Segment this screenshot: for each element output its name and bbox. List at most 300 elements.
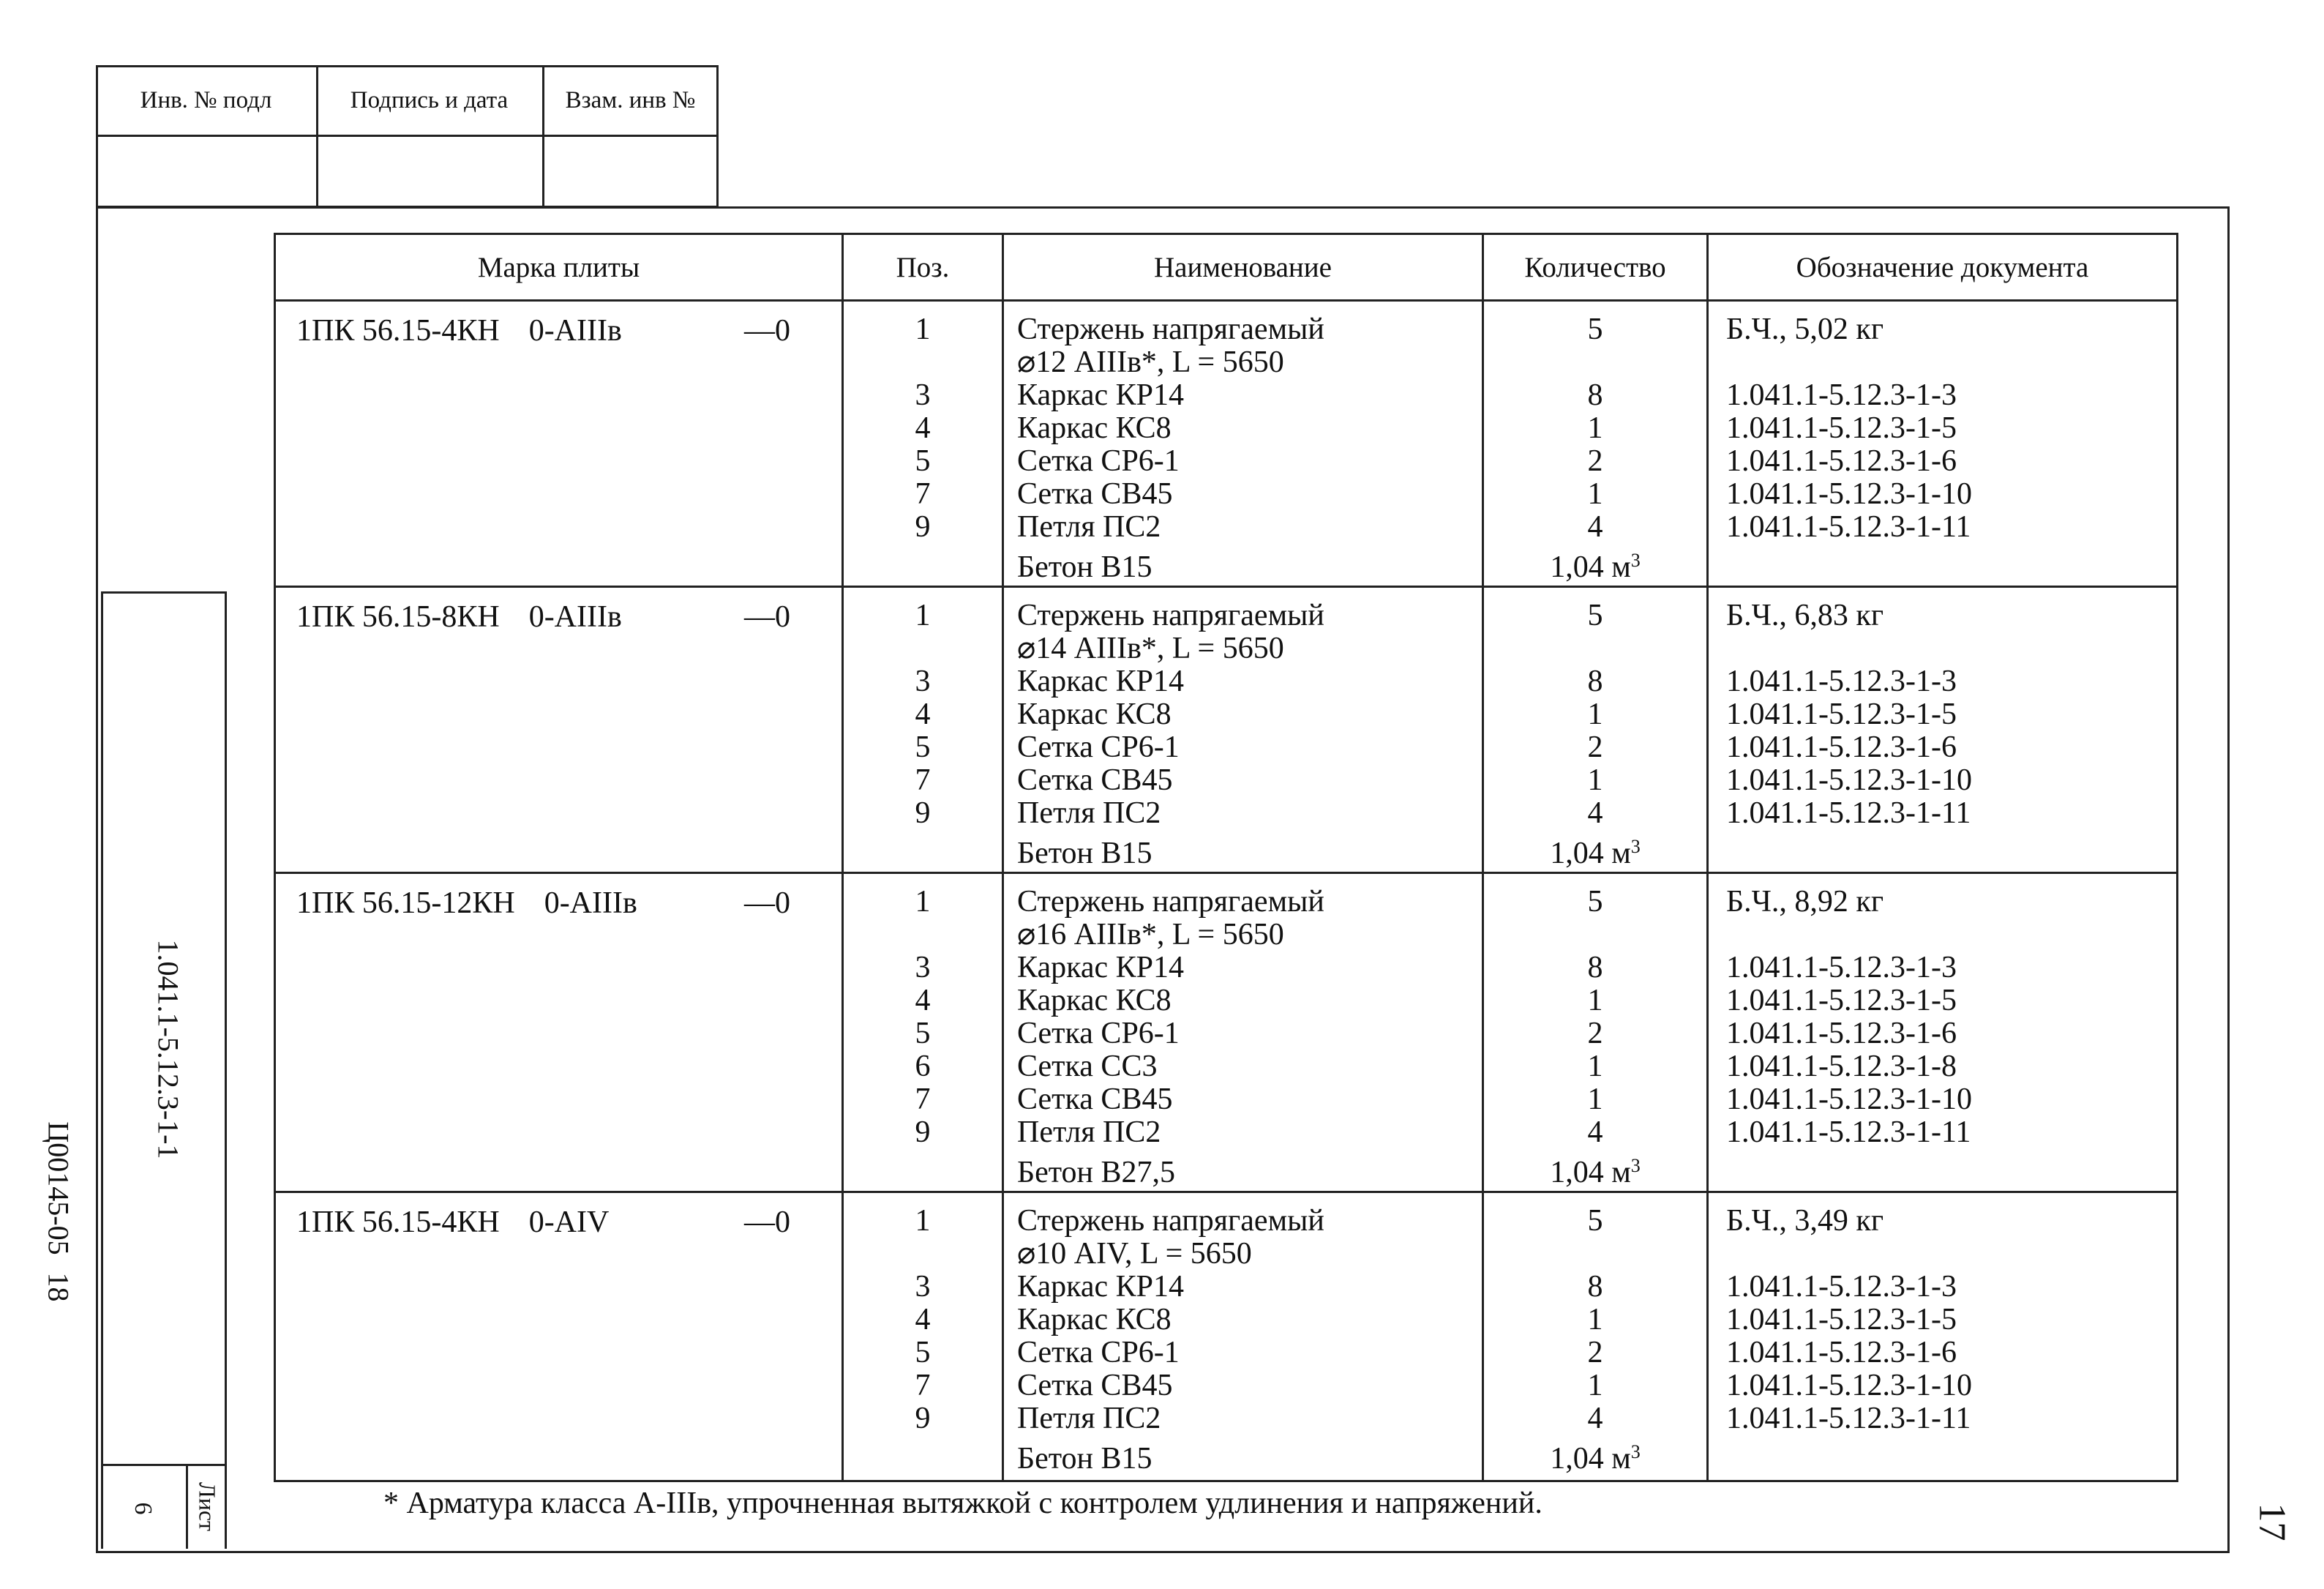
document-reference bbox=[1709, 1083, 2176, 1116]
item-name bbox=[1004, 951, 1482, 984]
item-quantity bbox=[1484, 698, 1706, 731]
sheet-number: 6 bbox=[130, 1502, 157, 1515]
position-number bbox=[844, 984, 1002, 1017]
item-name bbox=[1004, 1336, 1482, 1369]
document-reference-text: 1.041.1-5.12.3-1-3 bbox=[1726, 951, 1957, 984]
item-name-text: Каркас КС8 bbox=[1017, 1303, 1172, 1336]
item-quantity bbox=[1484, 1271, 1706, 1304]
slab-mark-cell bbox=[275, 587, 843, 873]
position-number-text: 5 bbox=[915, 1017, 931, 1050]
position-number bbox=[844, 1304, 1002, 1336]
item-quantity-text: 1,04 м bbox=[1550, 1156, 1631, 1189]
stamp-header-replacement: Взам. инв № bbox=[565, 87, 696, 113]
item-name bbox=[1004, 379, 1482, 412]
slab-mark-suffix: —0 bbox=[744, 886, 790, 920]
item-name-cell bbox=[1003, 873, 1483, 1192]
item-quantity bbox=[1484, 919, 1706, 951]
item-quantity-text: 1,04 м bbox=[1550, 550, 1631, 584]
item-name-text: Бетон В15 bbox=[1017, 1442, 1152, 1476]
document-reference-text: 1.041.1-5.12.3-1-10 bbox=[1726, 1369, 1972, 1402]
slab-mark-cell bbox=[275, 1192, 843, 1481]
slab-steel-grade: 0-АIV bbox=[528, 1205, 610, 1239]
position-number bbox=[844, 1050, 1002, 1083]
item-name bbox=[1004, 764, 1482, 797]
item-quantity bbox=[1484, 665, 1706, 698]
document-reference-text: Б.Ч., 5,02 кг bbox=[1726, 313, 1884, 346]
item-name bbox=[1004, 797, 1482, 830]
item-quantity bbox=[1484, 731, 1706, 764]
document-reference bbox=[1709, 1238, 2176, 1271]
item-quantity bbox=[1484, 313, 1706, 346]
slab-group-row bbox=[275, 587, 2178, 873]
item-name bbox=[1004, 1369, 1482, 1402]
item-name bbox=[1004, 313, 1482, 346]
document-reference bbox=[1709, 412, 2176, 445]
position-number-text: 4 bbox=[915, 698, 931, 731]
position-number bbox=[844, 764, 1002, 797]
sheet-label: Лист bbox=[194, 1481, 221, 1531]
document-reference-text: Б.Ч., 3,49 кг bbox=[1726, 1204, 1884, 1238]
volume-superscript: 3 bbox=[1630, 836, 1641, 857]
document-reference bbox=[1709, 632, 2176, 665]
document-reference bbox=[1709, 1369, 2176, 1402]
item-quantity-text: 1 bbox=[1587, 411, 1603, 445]
item-name bbox=[1004, 665, 1482, 698]
position-number-text: 9 bbox=[915, 796, 931, 830]
item-quantity bbox=[1484, 886, 1706, 919]
item-name-text: Сетка СВ45 bbox=[1017, 763, 1173, 797]
position-number bbox=[844, 478, 1002, 511]
stamp-header-inventory: Инв. № подл bbox=[140, 87, 272, 113]
document-reference bbox=[1709, 830, 2176, 872]
document-reference bbox=[1709, 445, 2176, 478]
col-header-name: Наименование bbox=[1003, 234, 1483, 301]
position-number bbox=[844, 1435, 1002, 1477]
item-quantity-text: 8 bbox=[1587, 1270, 1603, 1304]
document-reference bbox=[1709, 1017, 2176, 1050]
position-number bbox=[844, 665, 1002, 698]
position-number-text: 7 bbox=[915, 477, 931, 511]
side-archive-code: Ц00145-05 bbox=[42, 1121, 75, 1255]
document-reference-text: 1.041.1-5.12.3-1-6 bbox=[1726, 1336, 1957, 1369]
item-name-text: Каркас КС8 bbox=[1017, 698, 1172, 731]
item-quantity bbox=[1484, 1205, 1706, 1238]
item-quantity-text: 1 bbox=[1587, 477, 1603, 511]
item-name-text: Сетка СР6-1 bbox=[1017, 1336, 1180, 1369]
position-number bbox=[844, 379, 1002, 412]
item-quantity bbox=[1484, 1116, 1706, 1149]
item-name-text: Сетка СВ45 bbox=[1017, 477, 1173, 511]
item-quantity-text: 1,04 м bbox=[1550, 837, 1631, 870]
position-number bbox=[844, 544, 1002, 586]
document-reference-text: 1.041.1-5.12.3-1-3 bbox=[1726, 665, 1957, 698]
side-doc-code: 1.041.1-5.12.3-1-1 bbox=[151, 939, 185, 1159]
slab-mark: 1ПК 56.15-8КН bbox=[296, 600, 500, 634]
document-reference-text: 1.041.1-5.12.3-1-5 bbox=[1726, 984, 1957, 1017]
item-name-text: Сетка СВ45 bbox=[1017, 1083, 1173, 1116]
position-number bbox=[844, 731, 1002, 764]
document-reference bbox=[1709, 313, 2176, 346]
position-number-text: 6 bbox=[915, 1050, 931, 1083]
item-name bbox=[1004, 1116, 1482, 1149]
document-reference bbox=[1709, 665, 2176, 698]
slab-steel-grade: 0-АIIIв bbox=[528, 600, 622, 634]
item-name-text: Каркас КР14 bbox=[1017, 665, 1185, 698]
document-reference bbox=[1709, 1271, 2176, 1304]
stamp-header-signature: Подпись и дата bbox=[350, 87, 509, 113]
position-number-text: 4 bbox=[915, 984, 931, 1017]
document-reference bbox=[1709, 346, 2176, 379]
position-number bbox=[844, 797, 1002, 830]
item-name-text: Стержень напрягаемый bbox=[1017, 885, 1324, 919]
position-number-text: 5 bbox=[915, 444, 931, 478]
item-name bbox=[1004, 412, 1482, 445]
document-reference-cell bbox=[1708, 1192, 2178, 1481]
item-name-text: Сетка СР6-1 bbox=[1017, 444, 1180, 478]
item-name bbox=[1004, 1271, 1482, 1304]
item-quantity-text: 5 bbox=[1587, 1204, 1603, 1238]
position-number-text: 3 bbox=[915, 1270, 931, 1304]
document-reference bbox=[1709, 511, 2176, 544]
stamp-divider bbox=[542, 65, 544, 208]
stamp-divider bbox=[96, 135, 719, 137]
item-quantity-text: 1 bbox=[1587, 1083, 1603, 1116]
item-quantity-text: 1,04 м bbox=[1550, 1442, 1631, 1476]
item-name-text: Каркас КР14 bbox=[1017, 378, 1185, 412]
item-name bbox=[1004, 346, 1482, 379]
position-number bbox=[844, 632, 1002, 665]
document-reference bbox=[1709, 1435, 2176, 1477]
volume-superscript: 3 bbox=[1630, 1155, 1641, 1176]
document-reference bbox=[1709, 478, 2176, 511]
footnote: * Арматура класса А-IIIв, упрочненная вытяжкой с контролем удлинения и напряжений. bbox=[383, 1487, 1543, 1520]
item-name-text: Стержень напрягаемый bbox=[1017, 1204, 1324, 1238]
item-quantity bbox=[1484, 951, 1706, 984]
position-number-text: 9 bbox=[915, 510, 931, 544]
item-name bbox=[1004, 984, 1482, 1017]
item-name-text: ⌀16 АIIIв*, L = 5650 bbox=[1017, 918, 1284, 951]
position-number-cell bbox=[843, 873, 1003, 1192]
item-name-text: Петля ПС2 bbox=[1017, 1115, 1161, 1149]
document-reference-text: 1.041.1-5.12.3-1-6 bbox=[1726, 730, 1957, 764]
position-number bbox=[844, 1205, 1002, 1238]
position-number bbox=[844, 698, 1002, 731]
document-reference-text: 1.041.1-5.12.3-1-11 bbox=[1726, 1402, 1971, 1435]
item-name-text: ⌀12 АIIIв*, L = 5650 bbox=[1017, 345, 1284, 379]
document-reference-text: 1.041.1-5.12.3-1-5 bbox=[1726, 411, 1957, 445]
position-number bbox=[844, 1238, 1002, 1271]
document-reference bbox=[1709, 1402, 2176, 1435]
position-number bbox=[844, 599, 1002, 632]
slab-mark: 1ПК 56.15-12КН bbox=[296, 886, 515, 920]
item-quantity-text: 8 bbox=[1587, 378, 1603, 412]
item-quantity-text: 4 bbox=[1587, 796, 1603, 830]
document-reference-text: Б.Ч., 8,92 кг bbox=[1726, 885, 1884, 919]
slab-group-row bbox=[275, 1192, 2178, 1481]
document-reference-cell bbox=[1708, 587, 2178, 873]
item-name-text: Петля ПС2 bbox=[1017, 796, 1161, 830]
side-strip-divider bbox=[186, 1464, 188, 1549]
document-reference bbox=[1709, 1116, 2176, 1149]
item-quantity-text: 8 bbox=[1587, 665, 1603, 698]
item-quantity bbox=[1484, 478, 1706, 511]
item-quantity bbox=[1484, 544, 1706, 586]
position-number-cell bbox=[843, 1192, 1003, 1481]
position-number-text: 4 bbox=[915, 411, 931, 445]
position-number-text: 7 bbox=[915, 1369, 931, 1402]
col-header-pos: Поз. bbox=[843, 234, 1003, 301]
item-name-text: Сетка СС3 bbox=[1017, 1050, 1158, 1083]
item-name bbox=[1004, 1304, 1482, 1336]
slab-mark-cell bbox=[275, 301, 843, 587]
position-number bbox=[844, 412, 1002, 445]
document-reference bbox=[1709, 1205, 2176, 1238]
position-number bbox=[844, 1336, 1002, 1369]
position-number bbox=[844, 919, 1002, 951]
item-name-text: ⌀14 АIIIв*, L = 5650 bbox=[1017, 632, 1284, 665]
position-number-text: 3 bbox=[915, 378, 931, 412]
item-quantity bbox=[1484, 632, 1706, 665]
item-quantity-text: 5 bbox=[1587, 599, 1603, 632]
position-number bbox=[844, 1402, 1002, 1435]
item-quantity bbox=[1484, 445, 1706, 478]
position-number-text: 1 bbox=[915, 313, 931, 346]
item-quantity bbox=[1484, 1369, 1706, 1402]
item-quantity-text: 2 bbox=[1587, 444, 1603, 478]
item-quantity-text: 4 bbox=[1587, 1115, 1603, 1149]
position-number-text: 1 bbox=[915, 885, 931, 919]
document-reference-text: 1.041.1-5.12.3-1-6 bbox=[1726, 444, 1957, 478]
position-number-text: 9 bbox=[915, 1115, 931, 1149]
item-name bbox=[1004, 698, 1482, 731]
item-name bbox=[1004, 731, 1482, 764]
item-name-text: Стержень напрягаемый bbox=[1017, 313, 1324, 346]
document-reference bbox=[1709, 886, 2176, 919]
page-number: 17 bbox=[2251, 1503, 2293, 1541]
item-quantity bbox=[1484, 1402, 1706, 1435]
document-reference-text: 1.041.1-5.12.3-1-10 bbox=[1726, 1083, 1972, 1116]
slab-mark: 1ПК 56.15-4КН bbox=[296, 314, 500, 348]
position-number-text: 5 bbox=[915, 730, 931, 764]
document-reference-text: 1.041.1-5.12.3-1-6 bbox=[1726, 1017, 1957, 1050]
document-reference bbox=[1709, 1304, 2176, 1336]
document-reference bbox=[1709, 731, 2176, 764]
item-name bbox=[1004, 632, 1482, 665]
position-number bbox=[844, 313, 1002, 346]
item-quantity-cell bbox=[1483, 301, 1708, 587]
slab-steel-grade: 0-АIIIв bbox=[528, 314, 622, 348]
item-quantity bbox=[1484, 599, 1706, 632]
item-name bbox=[1004, 478, 1482, 511]
item-name bbox=[1004, 1435, 1482, 1477]
item-quantity-text: 2 bbox=[1587, 1336, 1603, 1369]
item-name bbox=[1004, 830, 1482, 872]
position-number bbox=[844, 1149, 1002, 1191]
item-quantity-text: 1 bbox=[1587, 763, 1603, 797]
slab-mark-suffix: —0 bbox=[744, 314, 790, 348]
item-quantity-text: 8 bbox=[1587, 951, 1603, 984]
document-reference-text: 1.041.1-5.12.3-1-5 bbox=[1726, 698, 1957, 731]
document-reference bbox=[1709, 1050, 2176, 1083]
item-name bbox=[1004, 1205, 1482, 1238]
item-quantity-text: 1 bbox=[1587, 1303, 1603, 1336]
document-reference bbox=[1709, 919, 2176, 951]
item-quantity-cell bbox=[1483, 873, 1708, 1192]
slab-mark-suffix: —0 bbox=[744, 600, 790, 634]
item-name bbox=[1004, 544, 1482, 586]
document-reference-text: 1.041.1-5.12.3-1-5 bbox=[1726, 1303, 1957, 1336]
item-name-cell bbox=[1003, 1192, 1483, 1481]
col-header-qty: Количество bbox=[1483, 234, 1708, 301]
position-number-text: 7 bbox=[915, 1083, 931, 1116]
side-archive-page: 18 bbox=[42, 1272, 75, 1302]
document-reference-text: 1.041.1-5.12.3-1-3 bbox=[1726, 378, 1957, 412]
slab-mark-cell bbox=[275, 873, 843, 1192]
col-header-doc: Обозначение документа bbox=[1708, 234, 2178, 301]
item-quantity bbox=[1484, 1304, 1706, 1336]
item-name-text: Каркас КС8 bbox=[1017, 411, 1172, 445]
item-quantity-text: 2 bbox=[1587, 730, 1603, 764]
position-number-text: 7 bbox=[915, 763, 931, 797]
position-number-text: 1 bbox=[915, 599, 931, 632]
item-quantity-text: 5 bbox=[1587, 885, 1603, 919]
item-quantity-text: 1 bbox=[1587, 1050, 1603, 1083]
item-quantity bbox=[1484, 830, 1706, 872]
position-number bbox=[844, 346, 1002, 379]
position-number bbox=[844, 511, 1002, 544]
slab-mark-suffix: —0 bbox=[744, 1205, 790, 1239]
item-quantity-text: 1 bbox=[1587, 1369, 1603, 1402]
item-quantity-text: 1 bbox=[1587, 698, 1603, 731]
item-name bbox=[1004, 1238, 1482, 1271]
position-number bbox=[844, 1271, 1002, 1304]
item-name-text: Сетка СР6-1 bbox=[1017, 730, 1180, 764]
item-quantity bbox=[1484, 511, 1706, 544]
slab-group-row bbox=[275, 873, 2178, 1192]
specification-table bbox=[274, 233, 2178, 1482]
document-reference bbox=[1709, 764, 2176, 797]
item-name-text: Сетка СВ45 bbox=[1017, 1369, 1173, 1402]
document-reference-text: 1.041.1-5.12.3-1-8 bbox=[1726, 1050, 1957, 1083]
document-reference bbox=[1709, 984, 2176, 1017]
item-quantity bbox=[1484, 1149, 1706, 1191]
stamp-divider bbox=[316, 65, 318, 208]
position-number bbox=[844, 886, 1002, 919]
document-reference bbox=[1709, 599, 2176, 632]
item-quantity bbox=[1484, 1238, 1706, 1271]
item-name-text: Сетка СР6-1 bbox=[1017, 1017, 1180, 1050]
item-quantity-text: 1 bbox=[1587, 984, 1603, 1017]
position-number-text: 4 bbox=[915, 1303, 931, 1336]
table-header-row bbox=[275, 234, 2178, 301]
position-number-cell bbox=[843, 587, 1003, 873]
item-quantity bbox=[1484, 346, 1706, 379]
position-number-text: 5 bbox=[915, 1336, 931, 1369]
item-name-text: Каркас КС8 bbox=[1017, 984, 1172, 1017]
item-name bbox=[1004, 919, 1482, 951]
position-number-cell bbox=[843, 301, 1003, 587]
document-reference-text: 1.041.1-5.12.3-1-11 bbox=[1726, 796, 1971, 830]
item-name-cell bbox=[1003, 301, 1483, 587]
item-quantity bbox=[1484, 412, 1706, 445]
item-name-cell bbox=[1003, 587, 1483, 873]
slab-group-row bbox=[275, 301, 2178, 587]
item-quantity bbox=[1484, 764, 1706, 797]
item-name-text: ⌀10 АIV, L = 5650 bbox=[1017, 1237, 1252, 1271]
position-number-text: 1 bbox=[915, 1204, 931, 1238]
position-number-text: 3 bbox=[915, 951, 931, 984]
item-name-text: Петля ПС2 bbox=[1017, 510, 1161, 544]
item-quantity bbox=[1484, 379, 1706, 412]
position-number-text: 9 bbox=[915, 1402, 931, 1435]
document-reference bbox=[1709, 698, 2176, 731]
item-quantity-cell bbox=[1483, 587, 1708, 873]
document-reference bbox=[1709, 951, 2176, 984]
position-number bbox=[844, 445, 1002, 478]
position-number bbox=[844, 1083, 1002, 1116]
document-reference bbox=[1709, 544, 2176, 586]
item-quantity bbox=[1484, 984, 1706, 1017]
volume-superscript: 3 bbox=[1630, 550, 1641, 571]
document-reference-text: 1.041.1-5.12.3-1-11 bbox=[1726, 510, 1971, 544]
item-quantity bbox=[1484, 797, 1706, 830]
item-quantity bbox=[1484, 1017, 1706, 1050]
item-name bbox=[1004, 1149, 1482, 1191]
position-number bbox=[844, 1017, 1002, 1050]
slab-steel-grade: 0-АIIIв bbox=[544, 886, 637, 920]
slab-mark: 1ПК 56.15-4КН bbox=[296, 1205, 500, 1239]
document-reference-text: 1.041.1-5.12.3-1-11 bbox=[1726, 1115, 1971, 1149]
document-reference-text: Б.Ч., 6,83 кг bbox=[1726, 599, 1884, 632]
item-quantity bbox=[1484, 1083, 1706, 1116]
item-name-text: Каркас КР14 bbox=[1017, 1270, 1185, 1304]
document-reference bbox=[1709, 1336, 2176, 1369]
document-reference bbox=[1709, 379, 2176, 412]
item-name bbox=[1004, 1083, 1482, 1116]
item-name-text: Бетон В15 bbox=[1017, 550, 1152, 584]
volume-superscript: 3 bbox=[1630, 1441, 1641, 1462]
document-reference-text: 1.041.1-5.12.3-1-10 bbox=[1726, 763, 1972, 797]
item-quantity-text: 2 bbox=[1587, 1017, 1603, 1050]
document-reference bbox=[1709, 1149, 2176, 1191]
item-quantity bbox=[1484, 1336, 1706, 1369]
document-reference-text: 1.041.1-5.12.3-1-10 bbox=[1726, 477, 1972, 511]
position-number bbox=[844, 1369, 1002, 1402]
document-reference bbox=[1709, 797, 2176, 830]
item-name bbox=[1004, 1050, 1482, 1083]
item-quantity bbox=[1484, 1435, 1706, 1477]
item-name bbox=[1004, 1017, 1482, 1050]
document-reference-cell bbox=[1708, 873, 2178, 1192]
item-quantity-cell bbox=[1483, 1192, 1708, 1481]
item-name-text: Петля ПС2 bbox=[1017, 1402, 1161, 1435]
item-name bbox=[1004, 511, 1482, 544]
col-header-mark: Марка плиты bbox=[275, 234, 843, 301]
item-name bbox=[1004, 445, 1482, 478]
item-name bbox=[1004, 886, 1482, 919]
item-name-text: Бетон В27,5 bbox=[1017, 1156, 1176, 1189]
item-name bbox=[1004, 599, 1482, 632]
item-name-text: Бетон В15 bbox=[1017, 837, 1152, 870]
document-reference-text: 1.041.1-5.12.3-1-3 bbox=[1726, 1270, 1957, 1304]
document-reference-cell bbox=[1708, 301, 2178, 587]
position-number-text: 3 bbox=[915, 665, 931, 698]
item-quantity-text: 4 bbox=[1587, 510, 1603, 544]
item-quantity bbox=[1484, 1050, 1706, 1083]
item-quantity-text: 4 bbox=[1587, 1402, 1603, 1435]
item-name bbox=[1004, 1402, 1482, 1435]
position-number bbox=[844, 1116, 1002, 1149]
